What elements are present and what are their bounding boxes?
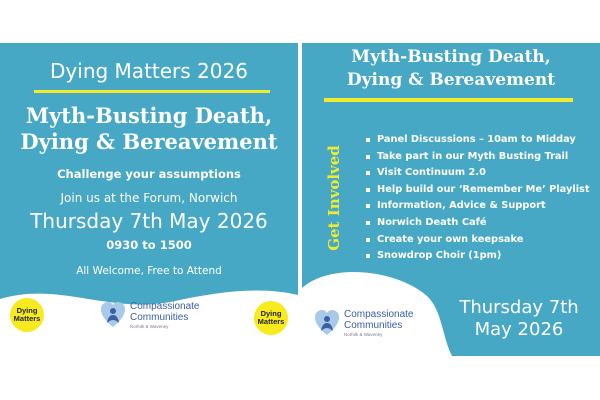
compassionate-communities-logo: Compassionate Communities Norfolk & Waveney bbox=[100, 301, 199, 329]
headline-underline bbox=[324, 98, 573, 102]
activities-list bbox=[366, 134, 590, 267]
heart-figure-icon bbox=[314, 309, 340, 337]
headline bbox=[302, 46, 600, 92]
headline bbox=[0, 103, 298, 155]
list-item: Visit Continuum 2.0 bbox=[366, 167, 590, 184]
left-poster-panel bbox=[0, 43, 298, 356]
dying-matters-logo: Dying Matters bbox=[254, 301, 288, 335]
compassionate-communities-logo: Compassionate Communities Norfolk & Waveney bbox=[314, 309, 413, 337]
date-line-2: May 2026 bbox=[474, 319, 564, 340]
subtitle: Challenge your assumptions bbox=[57, 167, 241, 181]
list-item: Create your own keepsake bbox=[366, 234, 590, 251]
list-item: Information, Advice & Support bbox=[366, 200, 590, 217]
heart-figure-icon bbox=[100, 301, 126, 329]
event-date bbox=[452, 297, 586, 341]
list-item: Panel Discussions – 10am to Midday bbox=[366, 134, 590, 151]
headline-line-2: Dying & Bereavement bbox=[346, 70, 556, 90]
right-poster-panel bbox=[302, 43, 600, 356]
welcome-text: All Welcome, Free to Attend bbox=[76, 265, 222, 277]
venue-text: Join us at the Forum, Norwich bbox=[60, 191, 238, 205]
list-item: Norwich Death Café bbox=[366, 217, 590, 234]
headline-line-1: Myth-Busting Death, bbox=[25, 103, 273, 128]
headline-line-2: Dying & Bereavement bbox=[20, 129, 278, 154]
event-date: Thursday 7th May 2026 bbox=[30, 209, 268, 233]
date-line-1: Thursday 7th bbox=[459, 297, 579, 318]
dying-matters-logo: Dying Matters bbox=[10, 298, 44, 332]
list-item: Snowdrop Choir (1pm) bbox=[366, 250, 590, 267]
list-item: Help build our ‘Remember Me’ Playlist bbox=[366, 184, 590, 201]
event-title: Dying Matters 2026 bbox=[50, 59, 248, 83]
list-item: Take part in our Myth Busting Trail bbox=[366, 151, 590, 168]
title-underline bbox=[34, 90, 270, 93]
headline-line-1: Myth-Busting Death, bbox=[351, 47, 551, 67]
get-involved-label: Get Involved bbox=[325, 145, 343, 251]
event-time: 0930 to 1500 bbox=[106, 238, 192, 252]
